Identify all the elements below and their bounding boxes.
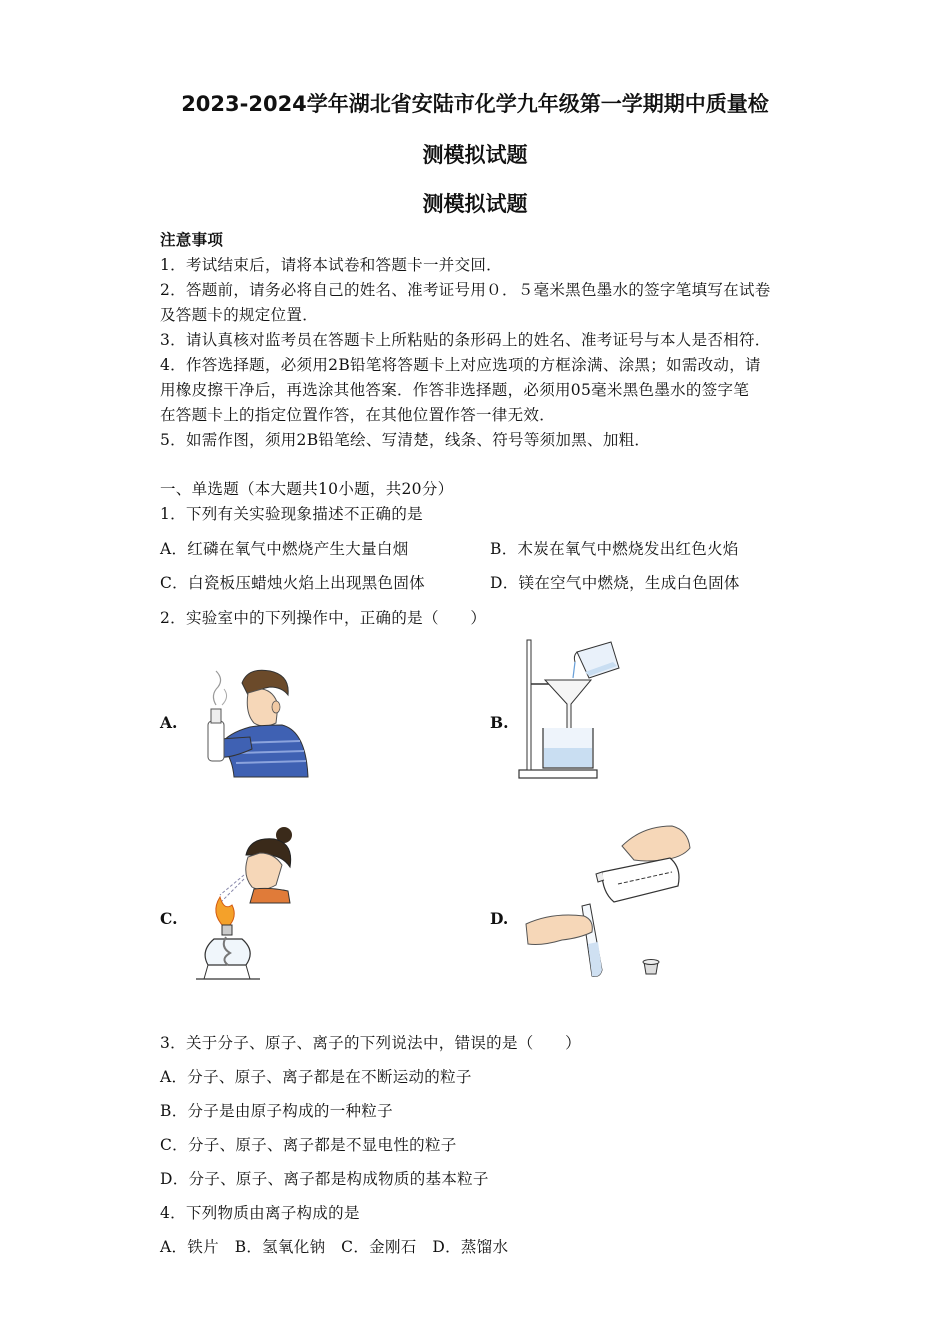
q1-option-d: D．镁在空气中燃烧，生成白色固体	[490, 574, 740, 592]
q3-option-a: A．分子、原子、离子都是在不断运动的粒子	[160, 1068, 472, 1086]
q1-option-a: A．红磷在氧气中燃烧产生大量白烟	[160, 540, 409, 558]
q2-label-c: C.	[160, 909, 178, 928]
notice-line-2: 2．答题前，请务必将自己的姓名、准考证号用０．５毫米黑色墨水的签字笔填写在试卷	[160, 281, 771, 299]
notice-line-5: 4．作答选择题，必须用2B铅笔将答题卡上对应选项的方框涂满、涂黑；如需改动，请	[160, 356, 761, 374]
notice-line-1: 1．考试结束后，请将本试卷和答题卡一并交回．	[160, 256, 502, 274]
q2-stem: 2．实验室中的下列操作中，正确的是（ ）	[160, 609, 487, 627]
q2-label-b: B.	[490, 713, 509, 732]
q3-option-c: C．分子、原子、离子都是不显电性的粒子	[160, 1136, 457, 1154]
figure-d-pouring-liquid	[522, 820, 697, 990]
q1-option-b: B．木炭在氧气中燃烧发出红色火焰	[490, 540, 739, 558]
q3-stem: 3．关于分子、原子、离子的下列说法中，错误的是（ ）	[160, 1034, 581, 1052]
notice-line-7: 在答题卡上的指定位置作答，在其他位置作答一律无效．	[160, 406, 556, 424]
q2-label-a: A.	[160, 713, 178, 732]
notice-line-3: 及答题卡的规定位置．	[160, 306, 319, 324]
notice-heading: 注意事项	[160, 230, 224, 249]
section-heading: 一、单选题（本大题共10小题，共20分）	[160, 480, 454, 498]
notice-line-6: 用橡皮擦干净后，再选涂其他答案．作答非选择题，必须用05毫米黑色墨水的签字笔	[160, 381, 750, 399]
q3-option-d: D．分子、原子、离子都是构成物质的基本粒子	[160, 1170, 489, 1188]
figure-c-blowing-lamp	[190, 825, 305, 985]
q1-option-c: C．白瓷板压蜡烛火焰上出现黑色固体	[160, 574, 425, 592]
page-title-line3: 测模拟试题	[422, 192, 528, 216]
figure-b-filtration	[515, 632, 625, 782]
page-title-line1: 2023-2024学年湖北省安陆市化学九年级第一学期期中质量检	[181, 92, 769, 116]
notice-line-8: 5．如需作图，须用2B铅笔绘、写清楚，线条、符号等须加黑、加粗．	[160, 431, 651, 449]
page-title-line2: 测模拟试题	[422, 143, 528, 167]
q2-label-d: D.	[490, 909, 509, 928]
q4-options: A．铁片 B．氢氧化钠 C．金刚石 D．蒸馏水	[160, 1238, 509, 1256]
q1-stem: 1．下列有关实验现象描述不正确的是	[160, 505, 423, 523]
figure-a-smelling-bottle	[190, 665, 315, 780]
q4-stem: 4．下列物质由离子构成的是	[160, 1204, 360, 1222]
q3-option-b: B．分子是由原子构成的一种粒子	[160, 1102, 393, 1120]
notice-line-4: 3．请认真核对监考员在答题卡上所粘贴的条形码上的姓名、准考证号与本人是否相符．	[160, 331, 771, 349]
